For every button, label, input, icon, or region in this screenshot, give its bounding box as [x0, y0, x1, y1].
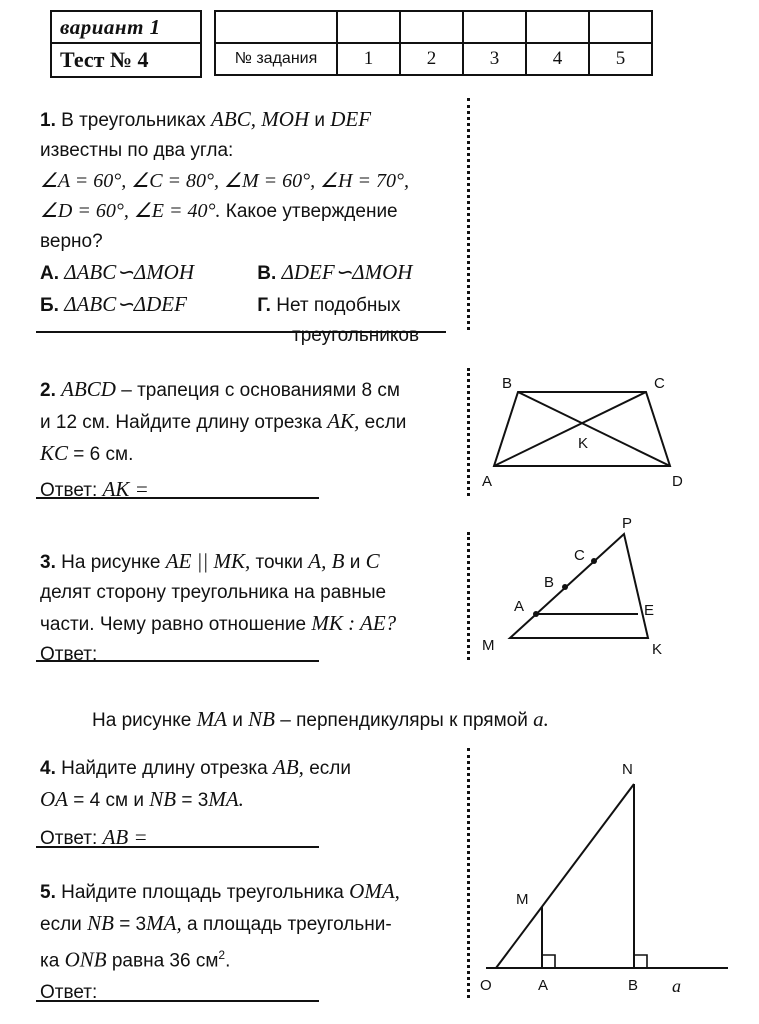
answer-cell-4[interactable]: [526, 11, 589, 43]
q5-text: ка: [40, 950, 60, 972]
q3-point-b-dot: [562, 584, 568, 590]
q2-label-d: D: [672, 473, 683, 490]
q2-label-b: B: [502, 375, 513, 392]
q1-option-b[interactable]: [257, 260, 413, 284]
q2-answer: [40, 474, 460, 506]
q3-point-c: C: [365, 549, 380, 573]
q2-label-c: C: [654, 375, 665, 392]
fig-label-b: B: [628, 977, 639, 994]
common-line-a: a.: [533, 707, 549, 731]
q2-trapezoid: [494, 392, 670, 466]
right-angle-a: [542, 955, 555, 968]
dotted-separator: [467, 368, 470, 496]
q3-line-2: делят сторону треугольника на равные: [40, 582, 387, 603]
q4-answer-variable: AB =: [102, 825, 148, 849]
question-5: [40, 876, 470, 1008]
q3-line-3: [40, 608, 465, 640]
q1-option-a-text: ΔABC∽ΔMOH: [64, 260, 195, 284]
q1-text: и: [314, 110, 325, 131]
common-text: – перпендикуляры к прямой: [280, 710, 528, 731]
q4-q5-figure: [476, 756, 738, 1000]
q3-parallel: AE || MK,: [165, 549, 251, 573]
q3-label-b: B: [544, 574, 555, 591]
q2-answer-variable: AK =: [102, 477, 149, 501]
task-number-3: 3: [463, 43, 526, 75]
dotted-separator: [467, 98, 470, 330]
q5-number: 5.: [40, 882, 56, 903]
q2-diagonal-ac: [494, 392, 646, 466]
question-2: [40, 374, 460, 506]
q3-answer: [40, 640, 465, 670]
q4-segment-oa: OA: [40, 787, 68, 811]
q3-line-1: [40, 546, 465, 578]
q3-points: A, B: [308, 549, 345, 573]
q1-option-c-text: ΔABC∽ΔDEF: [64, 292, 187, 316]
q3-text: и: [349, 552, 361, 573]
q4-text: Найдите длину отрезка: [61, 758, 268, 779]
q5-text: если: [40, 914, 82, 935]
q1-line-1: [40, 104, 460, 136]
q3-answer-label: Ответ:: [40, 644, 98, 665]
q5-text: равна 36 см: [111, 950, 219, 972]
task-number-label: № задания: [215, 43, 337, 75]
test-number-label: Тест № 4: [50, 42, 202, 78]
q1-triangle-def: DEF: [330, 107, 372, 131]
q1-number: 1.: [40, 110, 56, 131]
q2-segment-ak: AK,: [327, 409, 360, 433]
q4-line-2: [40, 784, 465, 816]
task-number-5: 5: [589, 43, 652, 75]
fig-label-o: O: [480, 977, 492, 994]
common-text: На рисунке: [92, 710, 192, 731]
variant-label: вариант 1: [50, 10, 202, 44]
q1-option-a-label: А.: [40, 263, 59, 284]
common-nb: NB: [248, 707, 275, 731]
q1-text: В треугольниках: [61, 110, 206, 131]
q5-text: = 3: [119, 914, 147, 935]
answer-cell-5[interactable]: [589, 11, 652, 43]
q1-option-c-label: Б.: [40, 295, 59, 316]
q1-line-2: известны по два угла:: [40, 140, 234, 161]
q2-trapezoid-figure: [478, 368, 698, 498]
q2-diagonal-bd: [518, 392, 670, 466]
right-angle-b: [634, 955, 647, 968]
q2-line-2: [40, 406, 460, 438]
q5-line-3: [40, 940, 470, 976]
q4-text: = 4 см и: [73, 790, 144, 811]
q3-label-e: E: [644, 602, 655, 619]
q5-text: а площадь треугольни-: [187, 914, 392, 935]
common-statement: [92, 704, 549, 736]
q2-text: если: [364, 412, 407, 433]
q4-line-1: [40, 752, 465, 784]
q4-text: если: [309, 758, 351, 779]
q1-option-b-label: В.: [257, 263, 277, 284]
q5-line-1: [40, 876, 470, 908]
q1-option-b-text: ΔDEF∽ΔMOH: [281, 260, 413, 284]
q4-segment-ma: MA.: [208, 787, 244, 811]
q5-segment-nb: NB: [87, 911, 114, 935]
q3-number: 3.: [40, 552, 56, 573]
q2-answer-field[interactable]: [36, 497, 319, 499]
q5-line-2: [40, 908, 470, 940]
fig-label-m: M: [516, 891, 529, 908]
q3-ratio: MK : AE?: [311, 611, 397, 635]
q1-options-row-1: [40, 257, 460, 289]
q1-angles-1: ∠A = 60°, ∠C = 80°, ∠M = 60°, ∠H = 70°,: [40, 170, 409, 192]
answer-cell-blank: [215, 11, 337, 43]
question-3: [40, 546, 465, 670]
q2-label-k: K: [578, 435, 589, 452]
fig-label-n: N: [622, 761, 633, 778]
q5-answer-label: Ответ:: [40, 982, 98, 1004]
q1-bottom-rule: [36, 331, 446, 333]
q4-number: 4.: [40, 758, 56, 779]
q1-question-end: верно?: [40, 231, 103, 252]
q3-point-a-dot: [533, 611, 539, 617]
q2-segment-kc: KC: [40, 441, 69, 465]
fig-label-line-a: a: [672, 976, 681, 996]
q5-text: Найдите площадь треугольника: [61, 882, 344, 903]
q1-question: Какое утверждение: [225, 201, 398, 222]
q4-segment-ab: AB,: [273, 755, 304, 779]
question-4: [40, 752, 465, 854]
q1-options-row-2: [40, 289, 460, 321]
answers-table: [214, 10, 653, 76]
q2-label-a: A: [482, 473, 493, 490]
q5-answer-field[interactable]: [36, 1000, 319, 1002]
common-ma: MA: [196, 707, 227, 731]
q4-answer-label: Ответ:: [40, 828, 98, 849]
q2-trapezoid-name: ABCD: [61, 377, 116, 401]
q1-option-d[interactable]: [257, 295, 400, 316]
q3-label-c: C: [574, 547, 585, 564]
q3-label-p: P: [622, 515, 633, 532]
q5-triangle-onb: ONB: [64, 947, 107, 972]
q2-text: и 12 см. Найдите длину отрезка: [40, 412, 322, 433]
task-number-4: 4: [526, 43, 589, 75]
q4-answer-field[interactable]: [36, 846, 319, 848]
answers-row-blank: [215, 11, 652, 43]
q5-segment-ma: MA,: [146, 911, 182, 935]
dotted-separator: [467, 532, 470, 660]
task-number-2: 2: [400, 43, 463, 75]
q3-label-k: K: [652, 641, 663, 658]
q3-label-m: M: [482, 637, 495, 654]
q4-segment-nb: NB: [149, 787, 177, 811]
q3-text: части. Чему равно отношение: [40, 614, 307, 635]
q2-text: – трапеция с основаниями 8 см: [121, 380, 400, 401]
q1-triangle-moh: MOH: [261, 107, 310, 131]
q1-angles-2: ∠D = 60°, ∠E = 40°.: [40, 200, 221, 222]
q3-text: На рисунке: [61, 552, 161, 573]
answers-row-numbers: [215, 43, 652, 75]
q1-line-4: [40, 196, 460, 227]
q3-answer-field[interactable]: [36, 660, 319, 662]
q5-superscript: 2: [218, 948, 226, 962]
q5-triangle-oma: OMA,: [349, 879, 400, 903]
common-text: и: [232, 710, 243, 731]
q4-answer: [40, 822, 465, 854]
q5-answer: [40, 978, 470, 1008]
q2-number: 2.: [40, 380, 56, 401]
question-1: [40, 104, 460, 351]
fig-label-a: A: [538, 977, 549, 994]
q1-option-d-text: Нет подобных: [276, 295, 401, 316]
q2-answer-label: Ответ:: [40, 480, 98, 501]
q2-line-1: [40, 374, 460, 406]
answer-cell-1[interactable]: [337, 11, 400, 43]
q3-label-a: A: [514, 598, 525, 615]
q1-option-a[interactable]: [40, 257, 252, 289]
ray-on: [496, 784, 634, 968]
q3-point-c-dot: [591, 558, 597, 564]
q1-option-d-continued: треугольников: [292, 325, 420, 346]
answer-cell-3[interactable]: [463, 11, 526, 43]
task-number-1: 1: [337, 43, 400, 75]
q3-triangle-figure: [478, 512, 698, 662]
q1-triangle-abc: ABC,: [211, 107, 256, 131]
q4-text: = 3: [181, 790, 209, 811]
q2-text: = 6 см.: [73, 444, 134, 465]
q5-text: .: [225, 950, 231, 972]
answer-cell-2[interactable]: [400, 11, 463, 43]
q1-option-c[interactable]: [40, 289, 252, 321]
q2-line-3: [40, 438, 460, 470]
q1-option-d-label: Г.: [257, 295, 271, 316]
q3-text: точки: [255, 552, 303, 573]
